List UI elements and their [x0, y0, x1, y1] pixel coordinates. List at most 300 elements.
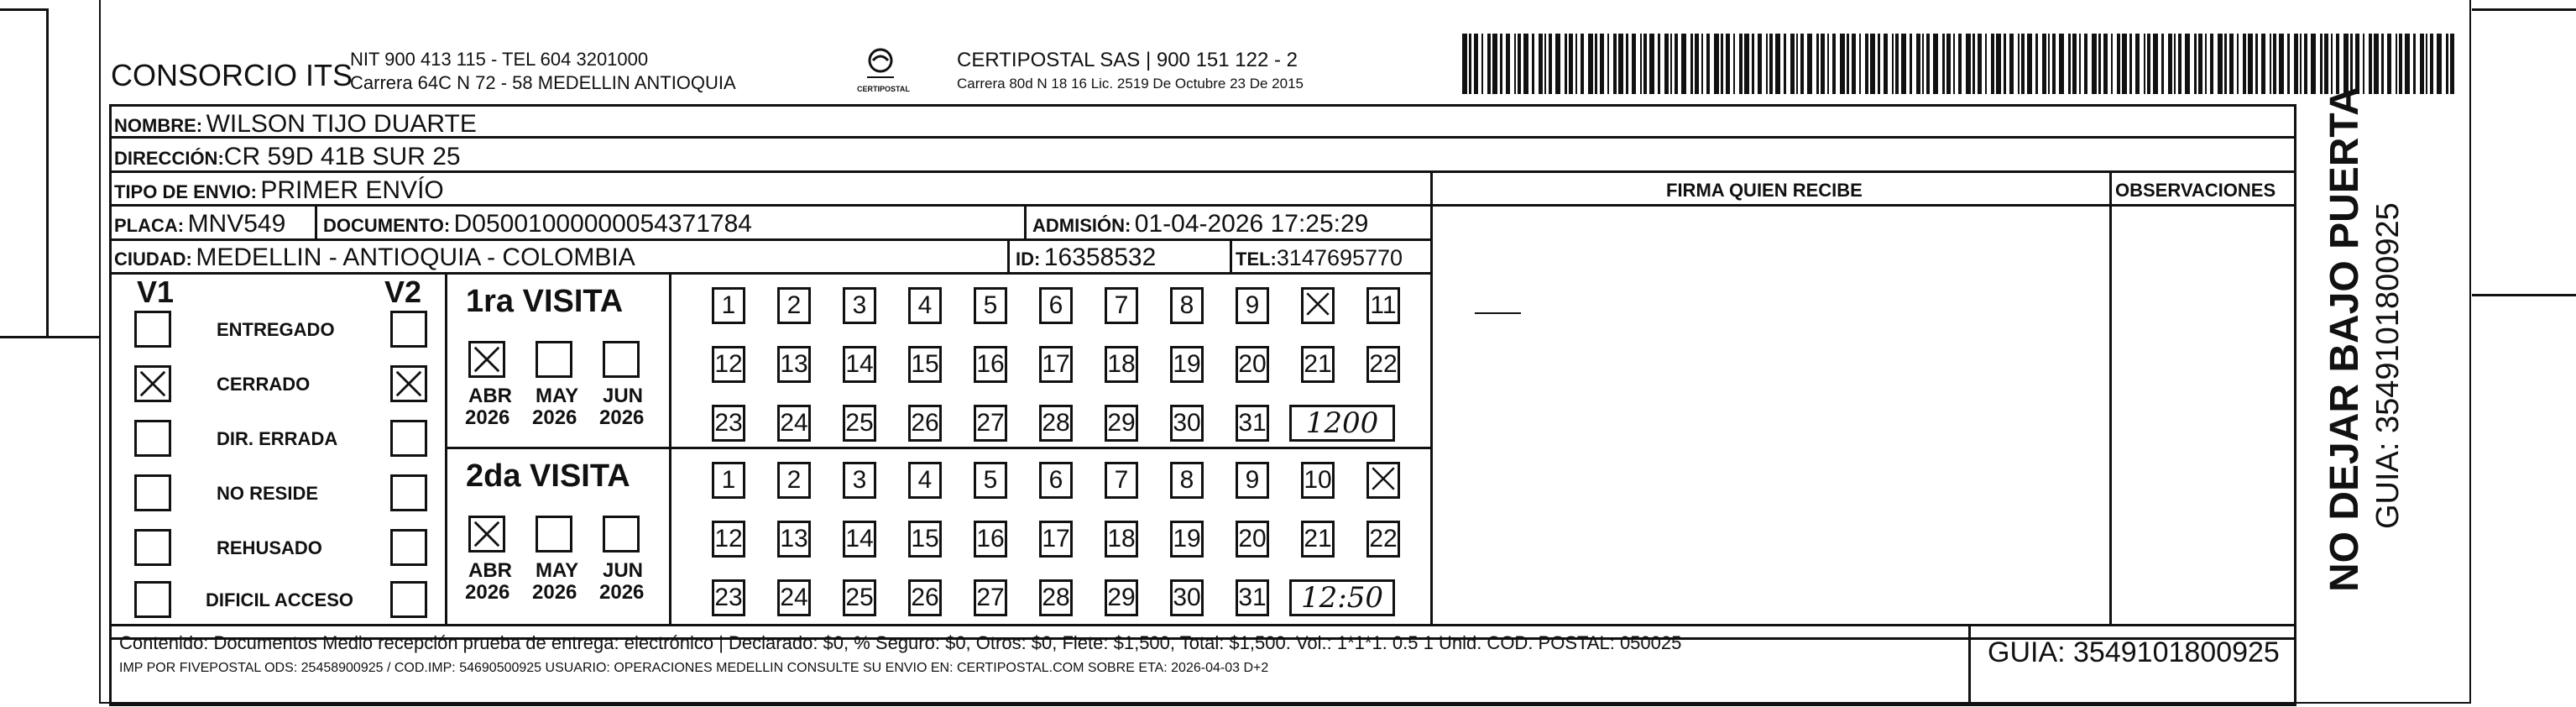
day-box[interactable]: 3 — [843, 462, 876, 499]
barcode-bar — [1695, 34, 1699, 94]
barcode-bar — [2336, 34, 2339, 94]
barcode-bar — [1500, 34, 1502, 94]
placa-field: PLACA: MNV549 — [114, 210, 286, 238]
barcode-bar — [1555, 34, 1560, 94]
barcode-bar — [1714, 34, 1719, 94]
barcode-bar — [1895, 34, 1899, 94]
barcode-bar — [2174, 34, 2176, 94]
visit-title: 2da VISITA — [466, 458, 630, 494]
barcode-bar — [2369, 34, 2372, 94]
barcode-bar — [2198, 34, 2202, 94]
barcode-bar — [2270, 34, 2271, 94]
barcode-bar — [2084, 34, 2087, 94]
day-box[interactable]: 25 — [843, 579, 876, 616]
barcode-bar — [1675, 34, 1678, 94]
barcode-bar — [2042, 34, 2046, 94]
day-box[interactable]: 3 — [843, 287, 876, 324]
status-label: CERRADO — [217, 374, 311, 395]
barcode-bar — [2396, 34, 2397, 94]
imp-text: IMP POR FIVEPOSTAL ODS: 25458900925 / COD.IMP: 54690500925 USUARIO: OPERACIONES MEDELLIN CONSULTE SU ENVIO EN: CERTIPOSTAL.COM SOBRE ETA: 2026-04-03 D+2 — [119, 661, 1269, 675]
barcode-bar — [2035, 34, 2038, 94]
day-box[interactable]: 17 — [1039, 346, 1073, 383]
status-label: REHUSADO — [217, 537, 322, 558]
year-label: 2026 — [465, 581, 510, 604]
barcode-bar — [1800, 34, 1804, 94]
barcode-bar — [2072, 34, 2077, 94]
barcode-bar — [2237, 34, 2239, 94]
nit-line: NIT 900 413 115 - TEL 604 3201000 — [350, 49, 649, 70]
barcode-bar — [1865, 34, 1868, 94]
barcode-bar — [1632, 34, 1636, 94]
barcode-bar — [2018, 34, 2020, 94]
day-box[interactable]: 12 — [712, 346, 745, 383]
day-box[interactable]: 24 — [777, 405, 811, 442]
barcode-bar — [2224, 34, 2227, 94]
day-box[interactable]: 29 — [1105, 405, 1138, 442]
day-box[interactable]: 14 — [843, 521, 876, 558]
v1-checkbox[interactable] — [134, 474, 171, 511]
day-box[interactable]: 11 — [1366, 287, 1400, 324]
barcode-bar — [1910, 34, 1912, 94]
barcode-bar — [2405, 34, 2410, 94]
ciudad-value: MEDELLIN - ANTIOQUIA - COLOMBIA — [196, 244, 635, 271]
barcode-bar — [1739, 34, 1743, 94]
day-box[interactable]: 2 — [777, 287, 811, 324]
month-label: MAY — [536, 385, 579, 407]
contenido-text: Contenido: Documentos Medio recepción prueba de entrega: electrónico | Declarado: $0, % Seguro: $0, Otros: $0, Flete: $1,500, Total: $1,500. Vol.: 1*1*1. 0.5 1 Unid. COD. POSTAL: 050025 — [119, 632, 1682, 653]
day-box[interactable]: 28 — [1039, 579, 1073, 616]
barcode-bar — [2117, 34, 2120, 94]
barcode-bar — [1946, 34, 1951, 94]
day-box[interactable]: 12 — [712, 521, 745, 558]
barcode-bar — [1972, 34, 1975, 94]
v2-checkbox[interactable] — [390, 420, 427, 457]
barcode-bar — [2021, 34, 2025, 94]
barcode-bar — [1670, 34, 1672, 94]
barcode-bar — [1766, 34, 1768, 94]
barcode-bar — [1681, 34, 1686, 94]
barcode-bar — [1575, 34, 1577, 94]
barcode-bar — [1481, 34, 1483, 94]
barcode-bar — [2161, 34, 2164, 94]
barcode-bar — [2255, 34, 2258, 94]
day-box[interactable]: 25 — [843, 405, 876, 442]
day-box[interactable]: 31 — [1236, 405, 1269, 442]
barcode-bar — [1514, 34, 1516, 94]
barcode-bar — [1523, 34, 1528, 94]
barcode-bar — [1744, 34, 1749, 94]
barcode-bar — [1733, 34, 1735, 94]
barcode-bar — [2210, 34, 2213, 94]
barcode-bar — [1878, 34, 1880, 94]
month-label: ABR — [468, 559, 512, 582]
admision-field: ADMISIÓN: 01-04-2026 17:25:29 — [1032, 210, 1369, 238]
company-name: CONSORCIO ITS — [111, 58, 353, 92]
barcode-bar — [2420, 34, 2424, 94]
barcode-bar — [2129, 34, 2132, 94]
day-box[interactable]: 18 — [1105, 521, 1138, 558]
documento-field: DOCUMENTO: D05001000000054371784 — [323, 210, 752, 238]
day-box[interactable]: 15 — [908, 521, 942, 558]
day-box[interactable]: 26 — [908, 405, 942, 442]
day-box[interactable] — [1301, 287, 1335, 324]
barcode-bar — [1643, 34, 1647, 94]
day-box[interactable]: 7 — [1105, 462, 1138, 499]
barcode-bar — [2135, 34, 2140, 94]
no-dejar-warning: NO DEJAR BAJO PUERTA — [2323, 86, 2367, 592]
month-label: JUN — [603, 559, 644, 582]
month-label: ABR — [468, 385, 512, 407]
barcode-bar — [1726, 34, 1730, 94]
barcode-bar — [2426, 34, 2427, 94]
visit-title: 1ra VISITA — [466, 284, 624, 319]
barcode-bar — [1487, 34, 1491, 94]
barcode-bar — [1649, 34, 1654, 94]
barcode-bar — [2004, 34, 2006, 94]
barcode-bar — [1966, 34, 1971, 94]
day-box[interactable]: 16 — [974, 521, 1007, 558]
barcode-bar — [2273, 34, 2276, 94]
status-label: DIR. ERRADA — [217, 428, 338, 449]
day-box[interactable]: 27 — [974, 579, 1007, 616]
barcode-bar — [1706, 34, 1710, 94]
day-box[interactable]: 28 — [1039, 405, 1073, 442]
barcode-bar — [2437, 34, 2442, 94]
year-label: 2026 — [465, 406, 510, 429]
barcode-bar — [1790, 34, 1795, 94]
scan-line — [2472, 8, 2576, 11]
barcode-bar — [2205, 34, 2207, 94]
barcode-bar — [1626, 34, 1628, 94]
barcode-bar — [1870, 34, 1875, 94]
v2-checkbox[interactable] — [390, 474, 427, 511]
barcode-bar — [1816, 34, 1819, 94]
nombre-field: NOMBRE: WILSON TIJO DUARTE — [114, 110, 477, 138]
day-box[interactable]: 21 — [1301, 346, 1335, 383]
side-guia: GUIA: 3549101800925 — [2370, 202, 2406, 529]
observaciones-header: OBSERVACIONES — [2115, 180, 2276, 201]
month-checkbox[interactable] — [603, 516, 640, 553]
ciudad-field: CIUDAD: MEDELLIN - ANTIOQUIA - COLOMBIA — [114, 244, 635, 271]
barcode-bar — [1978, 34, 1982, 94]
barcode-bar — [2111, 34, 2113, 94]
carrier-address: Carrera 80d N 18 16 Lic. 2519 De Octubre 23 De 2015 — [957, 76, 1304, 92]
barcode-bar — [1892, 34, 1894, 94]
barcode-bar — [1539, 34, 1543, 94]
barcode — [1460, 34, 2459, 94]
carrier-line: CERTIPOSTAL SAS | 900 151 122 - 2 — [957, 49, 1298, 71]
day-box[interactable]: 31 — [1236, 579, 1269, 616]
month-checkbox[interactable] — [536, 341, 572, 378]
admision-value: 01-04-2026 17:25:29 — [1134, 210, 1369, 238]
barcode-bar — [1933, 34, 1938, 94]
day-box[interactable]: 26 — [908, 579, 942, 616]
barcode-bar — [2413, 34, 2416, 94]
day-box[interactable]: 8 — [1170, 462, 1204, 499]
barcode-bar — [1840, 34, 1845, 94]
barcode-bar — [1807, 34, 1812, 94]
day-box[interactable]: 5 — [974, 287, 1007, 324]
day-box[interactable]: 18 — [1105, 346, 1138, 383]
day-box[interactable]: 20 — [1236, 346, 1269, 383]
barcode-bar — [1922, 34, 1924, 94]
barcode-bar — [2381, 34, 2384, 94]
day-box[interactable]: 5 — [974, 462, 1007, 499]
barcode-bar — [1996, 34, 2001, 94]
v1-header: V1 — [137, 275, 175, 309]
day-box[interactable]: 1 — [712, 287, 745, 324]
firma-header: FIRMA QUIEN RECIBE — [1666, 180, 1863, 201]
barcode-bar — [1506, 34, 1510, 94]
nombre-value: WILSON TIJO DUARTE — [206, 110, 477, 138]
day-box[interactable]: 6 — [1039, 462, 1073, 499]
barcode-bar — [1832, 34, 1836, 94]
day-box[interactable]: 8 — [1170, 287, 1204, 324]
barcode-bar — [2311, 34, 2316, 94]
barcode-bar — [2399, 34, 2402, 94]
barcode-bar — [1618, 34, 1623, 94]
barcode-bar — [1544, 34, 1546, 94]
barcode-bar — [2098, 34, 2101, 94]
direccion-value: CR 59D 41B SUR 25 — [223, 143, 461, 170]
barcode-bar — [1607, 34, 1609, 94]
barcode-bar — [1775, 34, 1780, 94]
barcode-bar — [1690, 34, 1693, 94]
placa-value: MNV549 — [187, 210, 286, 238]
v2-checkbox[interactable] — [390, 581, 427, 618]
v1-checkbox[interactable] — [134, 581, 171, 618]
day-box[interactable]: 30 — [1170, 405, 1204, 442]
scan-line — [0, 8, 46, 11]
day-box[interactable]: 14 — [843, 346, 876, 383]
barcode-bar — [2287, 34, 2290, 94]
barcode-bar — [2248, 34, 2253, 94]
barcode-bar — [2153, 34, 2158, 94]
day-box[interactable]: 1 — [712, 462, 745, 499]
barcode-bar — [1769, 34, 1773, 94]
v2-checkbox[interactable] — [390, 529, 427, 566]
day-box[interactable]: 24 — [777, 579, 811, 616]
barcode-bar — [2103, 34, 2108, 94]
day-box[interactable]: 17 — [1039, 521, 1073, 558]
barcode-bar — [2450, 34, 2454, 94]
scan-line — [0, 336, 101, 338]
barcode-bar — [2185, 34, 2190, 94]
barcode-bar — [2355, 34, 2359, 94]
status-label: NO RESIDE — [217, 483, 319, 504]
tipo-field: TIPO DE ENVIO: PRIMER ENVÍO — [114, 176, 444, 204]
id-field: ID: 16358532 — [1016, 244, 1157, 271]
day-box[interactable] — [1366, 462, 1400, 499]
day-box[interactable]: 13 — [777, 521, 811, 558]
barcode-bar — [2144, 34, 2145, 94]
year-label: 2026 — [532, 406, 577, 429]
barcode-bar — [2052, 34, 2056, 94]
day-box[interactable]: 23 — [712, 579, 745, 616]
barcode-bar — [1784, 34, 1786, 94]
scan-line — [46, 8, 49, 336]
barcode-bar — [2320, 34, 2323, 94]
v2-header: V2 — [384, 275, 422, 309]
signature-mark — [1475, 312, 1521, 314]
month-checkbox[interactable] — [468, 341, 505, 378]
day-box[interactable]: 2 — [777, 462, 811, 499]
day-box[interactable]: 20 — [1236, 521, 1269, 558]
barcode-bar — [2304, 34, 2307, 94]
barcode-bar — [1532, 34, 1534, 94]
barcode-bar — [1926, 34, 1930, 94]
barcode-bar — [1721, 34, 1723, 94]
month-checkbox[interactable] — [536, 516, 572, 553]
v2-checkbox[interactable] — [390, 365, 427, 402]
barcode-bar — [1758, 34, 1762, 94]
barcode-bar — [2300, 34, 2302, 94]
day-box[interactable]: 9 — [1236, 462, 1269, 499]
month-label: MAY — [536, 559, 579, 582]
barcode-bar — [2092, 34, 2097, 94]
barcode-bar — [1518, 34, 1521, 94]
v1-checkbox[interactable] — [134, 311, 171, 348]
barcode-bar — [2178, 34, 2182, 94]
barcode-bar — [1859, 34, 1861, 94]
barcode-bar — [1796, 34, 1798, 94]
barcode-bar — [2122, 34, 2127, 94]
barcode-bar — [1991, 34, 1994, 94]
barcode-bar — [1569, 34, 1573, 94]
status-label: DIFICIL ACCESO — [206, 589, 354, 610]
barcode-bar — [1565, 34, 1567, 94]
barcode-bar — [2430, 34, 2433, 94]
barcode-bar — [1613, 34, 1617, 94]
barcode-bar — [1600, 34, 1604, 94]
v2-checkbox[interactable] — [390, 311, 427, 348]
barcode-bar — [2350, 34, 2353, 94]
barcode-bar — [2279, 34, 2284, 94]
barcode-bar — [2243, 34, 2246, 94]
day-box[interactable]: 15 — [908, 346, 942, 383]
day-box[interactable]: 6 — [1039, 287, 1073, 324]
barcode-bar — [2374, 34, 2379, 94]
barcode-bar — [1884, 34, 1888, 94]
barcode-bar — [1595, 34, 1597, 94]
barcode-bar — [1752, 34, 1754, 94]
barcode-bar — [2168, 34, 2172, 94]
barcode-bar — [1462, 34, 1467, 94]
month-label: JUN — [603, 385, 644, 407]
barcode-bar — [2147, 34, 2150, 94]
id-value: 16358532 — [1043, 244, 1157, 271]
barcode-bar — [1958, 34, 1962, 94]
month-checkbox[interactable] — [603, 341, 640, 378]
day-box[interactable]: 29 — [1105, 579, 1138, 616]
v1-checkbox[interactable] — [134, 365, 171, 402]
day-box[interactable]: 4 — [908, 462, 942, 499]
tel-value: 3147695770 — [1276, 245, 1403, 270]
day-box[interactable]: 16 — [974, 346, 1007, 383]
logo-caption: CERTIPOSTAL — [857, 85, 910, 93]
footer-guia: GUIA: 3549101800925 — [1988, 636, 2280, 668]
day-box[interactable]: 22 — [1366, 346, 1400, 383]
barcode-bar — [1492, 34, 1497, 94]
day-box[interactable]: 4 — [908, 287, 942, 324]
barcode-bar — [2363, 34, 2364, 94]
barcode-bar — [1916, 34, 1920, 94]
barcode-bar — [1953, 34, 1955, 94]
barcode-bar — [2387, 34, 2391, 94]
v1-checkbox[interactable] — [134, 529, 171, 566]
day-box[interactable]: 22 — [1366, 521, 1400, 558]
day-box[interactable]: 27 — [974, 405, 1007, 442]
barcode-bar — [1581, 34, 1584, 94]
barcode-bar — [2009, 34, 2014, 94]
time-box[interactable]: 12:50 — [1289, 579, 1395, 616]
day-box[interactable]: 23 — [712, 405, 745, 442]
barcode-bar — [1827, 34, 1829, 94]
year-label: 2026 — [599, 581, 645, 604]
barcode-bar — [1658, 34, 1660, 94]
day-box[interactable]: 7 — [1105, 287, 1138, 324]
barcode-bar — [1942, 34, 1945, 94]
barcode-bar — [2261, 34, 2265, 94]
barcode-bar — [2446, 34, 2448, 94]
month-checkbox[interactable] — [468, 516, 505, 553]
day-box[interactable]: 19 — [1170, 346, 1204, 383]
tel-field: TEL:3147695770 — [1236, 245, 1403, 270]
barcode-bar — [2059, 34, 2064, 94]
day-box[interactable]: 21 — [1301, 521, 1335, 558]
barcode-bar — [1852, 34, 1856, 94]
barcode-bar — [2194, 34, 2197, 94]
certipostal-logo — [860, 44, 901, 84]
documento-value: D05001000000054371784 — [453, 210, 752, 238]
day-box[interactable]: 19 — [1170, 521, 1204, 558]
barcode-bar — [1701, 34, 1703, 94]
barcode-bar — [1847, 34, 1849, 94]
barcode-bar — [1640, 34, 1642, 94]
time-box[interactable]: 1200 — [1289, 405, 1395, 442]
barcode-bar — [2079, 34, 2081, 94]
barcode-bar — [1588, 34, 1593, 94]
barcode-bar — [2218, 34, 2223, 94]
barcode-bar — [1474, 34, 1478, 94]
barcode-bar — [2229, 34, 2234, 94]
day-box[interactable]: 10 — [1301, 462, 1335, 499]
barcode-bar — [2324, 34, 2328, 94]
barcode-bar — [1985, 34, 1987, 94]
year-label: 2026 — [532, 581, 577, 604]
barcode-bar — [2068, 34, 2071, 94]
tipo-value: PRIMER ENVÍO — [260, 176, 444, 204]
barcode-bar — [2048, 34, 2050, 94]
direccion-field: DIRECCIÓN:CR 59D 41B SUR 25 — [114, 143, 461, 170]
address-line: Carrera 64C N 72 - 58 MEDELLIN ANTIOQUIA — [350, 72, 736, 93]
barcode-bar — [1549, 34, 1552, 94]
barcode-bar — [2027, 34, 2032, 94]
year-label: 2026 — [599, 406, 645, 429]
v1-checkbox[interactable] — [134, 420, 171, 457]
barcode-bar — [2294, 34, 2298, 94]
day-box[interactable]: 30 — [1170, 579, 1204, 616]
day-box[interactable]: 13 — [777, 346, 811, 383]
day-box[interactable]: 9 — [1236, 287, 1269, 324]
scan-line — [2472, 294, 2576, 296]
barcode-bar — [1664, 34, 1669, 94]
barcode-bar — [1469, 34, 1471, 94]
barcode-bar — [1901, 34, 1906, 94]
barcode-bar — [1821, 34, 1825, 94]
barcode-bar — [2343, 34, 2349, 94]
barcode-bar — [2331, 34, 2333, 94]
